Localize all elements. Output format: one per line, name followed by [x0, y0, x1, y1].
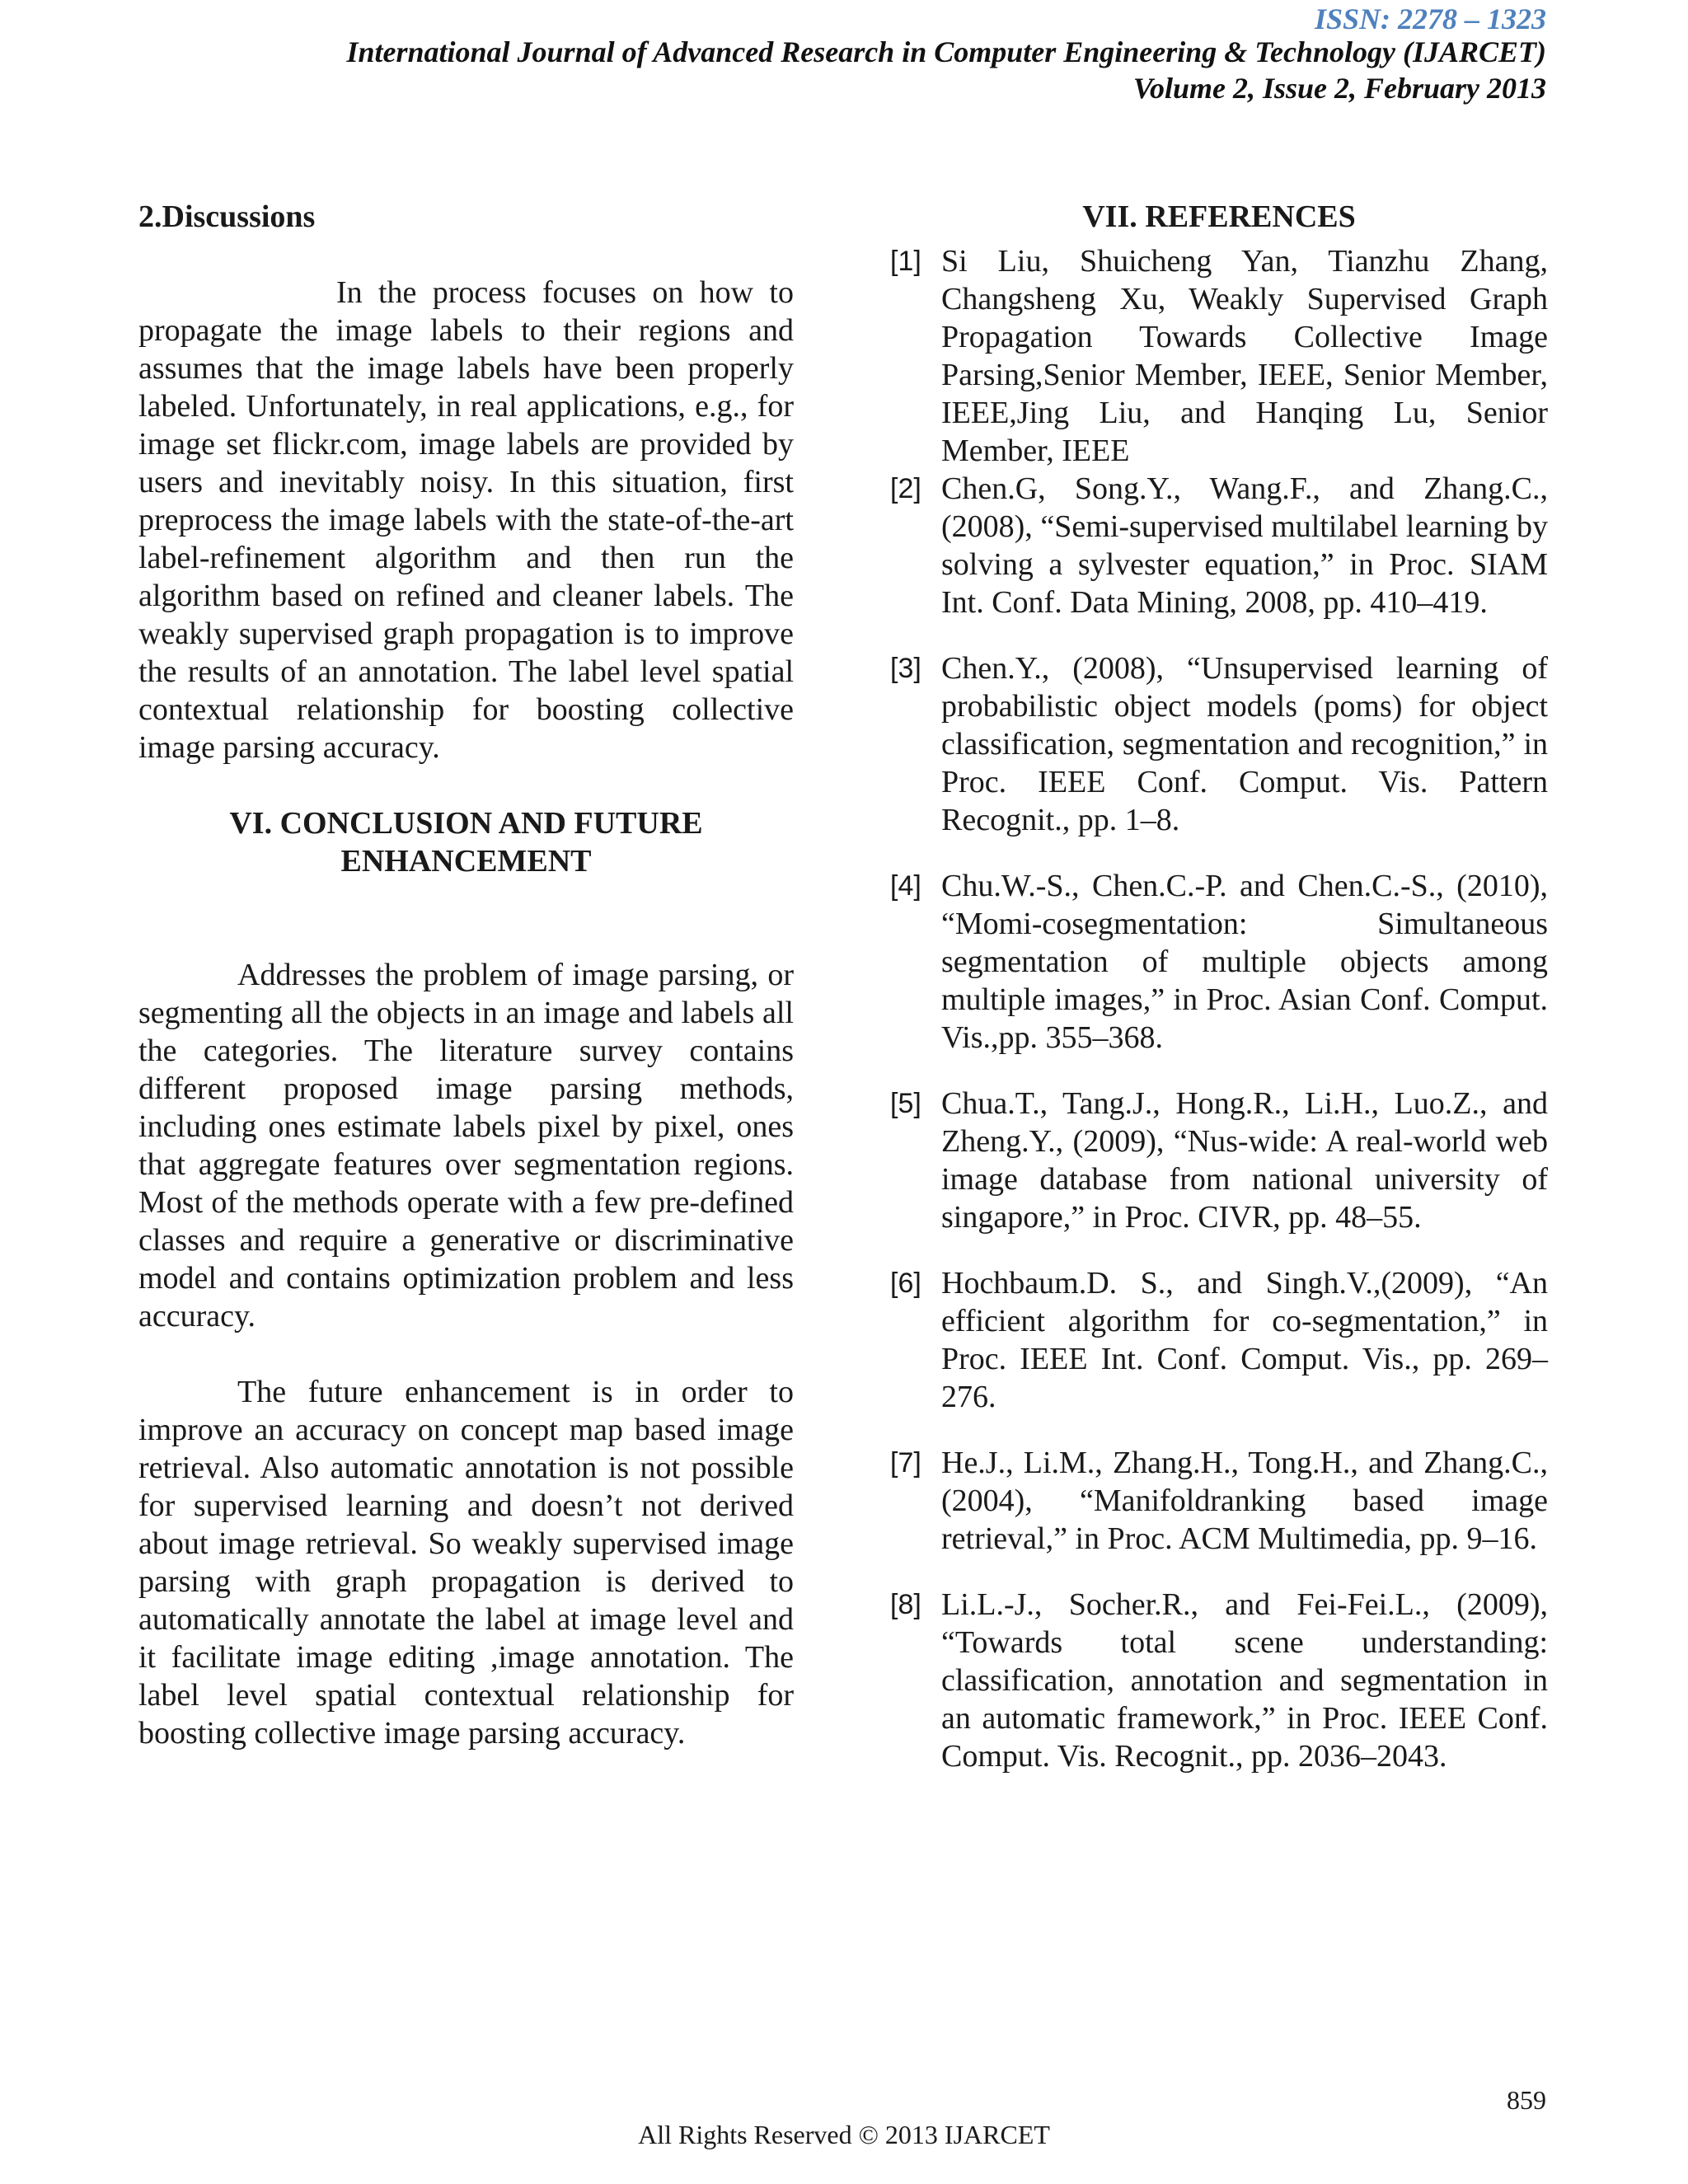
- left-column: [138, 198, 794, 1752]
- reference-item: [890, 242, 1548, 470]
- page-number: 859: [1507, 2085, 1546, 2115]
- reference-text: Hochbaum.D. S., and Singh.V.,(2009), “An efficient algorithm for co-segmentation,” in Proc. IEEE Int. Conf. Comput. Vis., pp. 269–276.: [941, 1266, 1548, 1414]
- discussions-heading: 2.Discussions: [138, 199, 316, 234]
- conclusion-heading-line1: VI. CONCLUSION AND FUTURE: [229, 806, 703, 841]
- conclusion-paragraph-2: The future enhancement is in order to improve an accuracy on concept map based image retrieval. Also automatic annotation is not possible for supervised learning and doesn’t not derived about image retrieval. So weakly supervised image parsing with graph propagation is derived to automatically annotate the label at image level and it facilitate image editing ,image annotation. The label level spatial contextual relationship for boosting collective image parsing accuracy.: [138, 1375, 794, 1750]
- reference-item: [890, 1085, 1548, 1236]
- issn-header: ISSN: 2278 – 1323: [1314, 2, 1546, 35]
- conclusion-heading-line2: ENHANCEMENT: [340, 844, 592, 879]
- reference-item: [890, 1264, 1548, 1416]
- reference-text: Chu.W.-S., Chen.C.-P. and Chen.C.-S., (2010), “Momi-cosegmentation: Simultaneous segmentation of multiple objects among multiple images,” in Proc. Asian Conf. Comput. Vis.,pp. 355–368.: [941, 869, 1548, 1055]
- reference-text: Si Liu, Shuicheng Yan, Tianzhu Zhang, Changsheng Xu, Weakly Supervised Graph Propagation Towards Collective Image Parsing,Senior Member, IEEE, Senior Member, IEEE,Jing Liu, and Hanqing Lu, Senior Member, IEEE: [941, 244, 1548, 468]
- reference-text: Chen.G, Song.Y., Wang.F., and Zhang.C., (2008), “Semi-supervised multilabel learning by solving a sylvester equation,” in Proc. SIAM Int. Conf. Data Mining, 2008, pp. 410–419.: [941, 471, 1548, 620]
- reference-number: [6]: [890, 1268, 921, 1299]
- reference-number: [5]: [890, 1088, 921, 1119]
- reference-item: [890, 649, 1548, 839]
- reference-number: [1]: [890, 246, 921, 277]
- reference-number: [3]: [890, 653, 921, 684]
- reference-item: [890, 1444, 1548, 1558]
- reference-item: [890, 470, 1548, 621]
- references-heading: VII. REFERENCES: [1082, 199, 1356, 234]
- journal-title: International Journal of Advanced Research in Computer Engineering & Technology (IJARCET): [346, 35, 1546, 68]
- references-column: [890, 198, 1548, 1775]
- reference-text: Chua.T., Tang.J., Hong.R., Li.H., Luo.Z., and Zheng.Y., (2009), “Nus-wide: A real-world web image database from national university of singapore,” in Proc. CIVR, pp. 48–55.: [941, 1086, 1548, 1235]
- reference-item: [890, 1586, 1548, 1775]
- reference-item: [890, 867, 1548, 1057]
- discussions-paragraph: In the process focuses on how to propagate the image labels to their regions and assumes that the image labels have been properly labeled. Unfortunately, in real applications, e.g., for image set flickr.com, image labels are provided by users and inevitably noisy. In this situation, first preprocess the image labels with the state-of-the-art label-refinement algorithm and then run the algorithm based on refined and cleaner labels. The weakly supervised graph propagation is to improve the results of an annotation. The label level spatial contextual relationship for boosting collective image parsing accuracy.: [138, 275, 794, 765]
- reference-text: He.J., Li.M., Zhang.H., Tong.H., and Zhang.C., (2004), “Manifoldranking based image retrieval,” in Proc. ACM Multimedia, pp. 9–16.: [941, 1446, 1548, 1556]
- reference-text: Li.L.-J., Socher.R., and Fei-Fei.L., (2009), “Towards total scene understanding: classification, annotation and segmentation in an automatic framework,” in Proc. IEEE Conf. Comput. Vis. Recognit., pp. 2036–2043.: [941, 1587, 1548, 1774]
- reference-number: [7]: [890, 1447, 921, 1479]
- reference-text: Chen.Y., (2008), “Unsupervised learning of probabilistic object models (poms) for object classification, segmentation and recognition,” in Proc. IEEE Conf. Comput. Vis. Pattern Recognit., pp. 1–8.: [941, 651, 1548, 837]
- copyright-footer: All Rights Reserved © 2013 IJARCET: [638, 2120, 1050, 2149]
- reference-number: [2]: [890, 473, 921, 504]
- reference-number: [8]: [890, 1589, 921, 1620]
- conclusion-paragraph-1: Addresses the problem of image parsing, or segmenting all the objects in an image and labels all the categories. The literature survey contains different proposed image parsing methods, including ones estimate labels pixel by pixel, ones that aggregate features over segmentation regions. Most of the methods operate with a few pre-defined classes and require a generative or discriminative model and contains optimization problem and less accuracy.: [138, 958, 794, 1333]
- volume-issue: Volume 2, Issue 2, February 2013: [1132, 72, 1546, 105]
- reference-number: [4]: [890, 870, 921, 902]
